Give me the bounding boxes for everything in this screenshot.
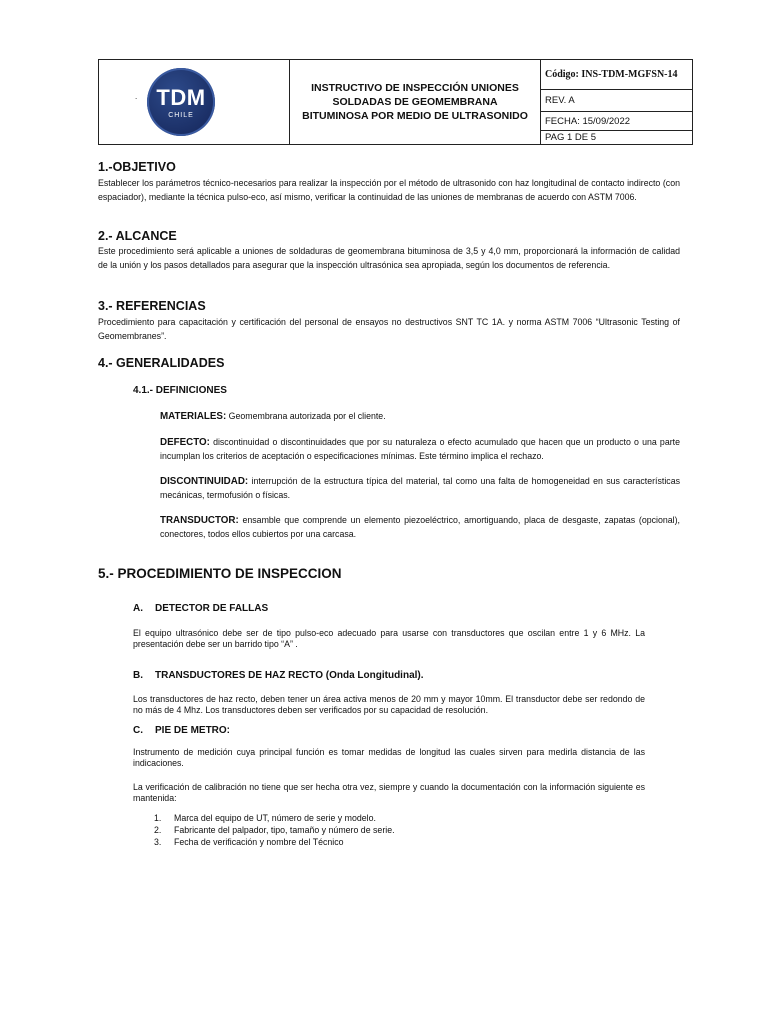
definition-discontinuidad xyxy=(160,475,680,502)
document-header xyxy=(98,59,693,145)
list-number: 3. xyxy=(154,837,162,847)
definition-transductor xyxy=(160,514,680,541)
definition-text: interrupción de la estructura típica del material, tal como una falta de homogeneidad en sus características mecánicas, termofusión o físicas. xyxy=(160,476,680,500)
verification-list xyxy=(154,812,395,848)
section-alcance-title: 2.- ALCANCE xyxy=(98,229,177,243)
list-text: Fecha de verificación y nombre del Técnico xyxy=(174,837,344,847)
definition-term: TRANSDUCTOR: xyxy=(160,515,239,526)
definition-term: DEFECTO: xyxy=(160,437,210,448)
subsection-b-title xyxy=(133,670,424,681)
list-number: 1. xyxy=(154,813,162,823)
subsection-title-text: PIE DE METRO: xyxy=(155,725,231,736)
list-text: Fabricante del palpador, tipo, tamaño y número de serie. xyxy=(174,825,395,835)
page-number: PAG 1 DE 5 xyxy=(545,132,597,143)
subsection-letter: A. xyxy=(133,603,143,614)
document-date: FECHA: 15/09/2022 xyxy=(541,112,692,131)
section-generalidades-title: 4.- GENERALIDADES xyxy=(98,356,225,370)
section-objetivo-title: 1.-OBJETIVO xyxy=(98,160,176,174)
section-referencias-text: Procedimiento para capacitación y certificación del personal de ensayos no destructivos SNT TC 1A. y norma ASTM 7006 “Ultrasonic Testing of Geomembranes”. xyxy=(98,317,680,341)
section-alcance-text: Este procedimiento será aplicable a uniones de soldaduras de geomembrana bituminosa de 3,5 y 4,0 mm, proporcionará la información de calidad de la unión y los pasos detallados para asegurar que la inspección ultrasónica sea apropiada, según los documentos de referencia. xyxy=(98,246,680,270)
logo-dot: . xyxy=(135,92,138,101)
logo-cell xyxy=(99,60,290,144)
logo-text: TDM xyxy=(156,85,206,110)
document-title: INSTRUCTIVO DE INSPECCIÓN UNIONES SOLDADAS DE GEOMEMBRANA BITUMINOSA POR MEDIO DE ULTRASONIDO xyxy=(290,60,541,144)
subsection-a-title xyxy=(133,603,268,614)
section-referencias-title: 3.- REFERENCIAS xyxy=(98,299,206,313)
definition-text: ensamble que comprende un elemento piezoeléctrico, amortiguando, placa de desgaste, zapatas (opcional), conectores, todos ellos cubiertos por una carcasa. xyxy=(160,515,680,539)
subsection-title-text: DETECTOR DE FALLAS xyxy=(155,603,269,614)
subsection-letter: C. xyxy=(133,725,143,736)
list-item xyxy=(154,836,395,848)
document-revision: REV. A xyxy=(541,90,692,112)
section-objetivo-text: Establecer los parámetros técnico-necesarios para realizar la inspección por el método de ultrasonido con haz longitudinal de contacto indirecto (con espaciador), mediante la técnica pulso-eco, así mismo, verificar la continuidad de las uniones de membranas de acuerdo con ASTM 7006. xyxy=(98,178,680,202)
list-item xyxy=(154,824,395,836)
subsection-title-text: TRANSDUCTORES DE HAZ RECTO (Onda Longitudinal). xyxy=(155,670,424,681)
subsection-c-title xyxy=(133,725,230,736)
subsection-definiciones-title: 4.1.- DEFINICIONES xyxy=(133,385,227,396)
subsection-c-text-2: La verificación de calibración no tiene que ser hecha otra vez, siempre y cuando la documentación con la información siguiente es mantenida: xyxy=(133,782,645,803)
definition-materiales xyxy=(160,410,680,424)
section-procedimiento-title: 5.- PROCEDIMIENTO DE INSPECCION xyxy=(98,566,342,581)
list-item xyxy=(154,812,395,824)
definition-defecto xyxy=(160,436,680,463)
definition-text: Geomembrana autorizada por el cliente. xyxy=(228,411,386,421)
definition-text: discontinuidad o discontinuidades que por su naturaleza o efecto acumulado que hacen que un producto o una parte incumplan los criterios de aceptación o especificaciones mínimas. Este término implica el rechazo. xyxy=(160,437,680,461)
subsection-a-text: El equipo ultrasónico debe ser de tipo pulso-eco adecuado para usarse con transductores que oscilan entre 1 y 6 MHz. La presentación debe ser un barrido tipo “A” . xyxy=(133,628,645,649)
subsection-letter: B. xyxy=(133,670,143,681)
list-number: 2. xyxy=(154,825,162,835)
document-meta xyxy=(541,60,692,144)
subsection-c-text-1: Instrumento de medición cuya principal función es tomar medidas de longitud las cuales sirven para medirla distancia de las indicaciones. xyxy=(133,747,645,768)
tdm-logo xyxy=(147,68,215,136)
document-code: Código: INS-TDM-MGFSN-14 xyxy=(541,60,692,90)
subsection-b-text: Los transductores de haz recto, deben tener un área activa menos de 20 mm y mayor 10mm. El transductor debe ser redondo de no más de 4 Mhz. Los transductores deben ser verificados por su capacidad de resolución. xyxy=(133,694,645,715)
logo-subtext: CHILE xyxy=(168,112,194,119)
definition-term: DISCONTINUIDAD: xyxy=(160,476,249,487)
definition-term: MATERIALES: xyxy=(160,411,227,422)
list-text: Marca del equipo de UT, número de serie y modelo. xyxy=(174,813,376,823)
